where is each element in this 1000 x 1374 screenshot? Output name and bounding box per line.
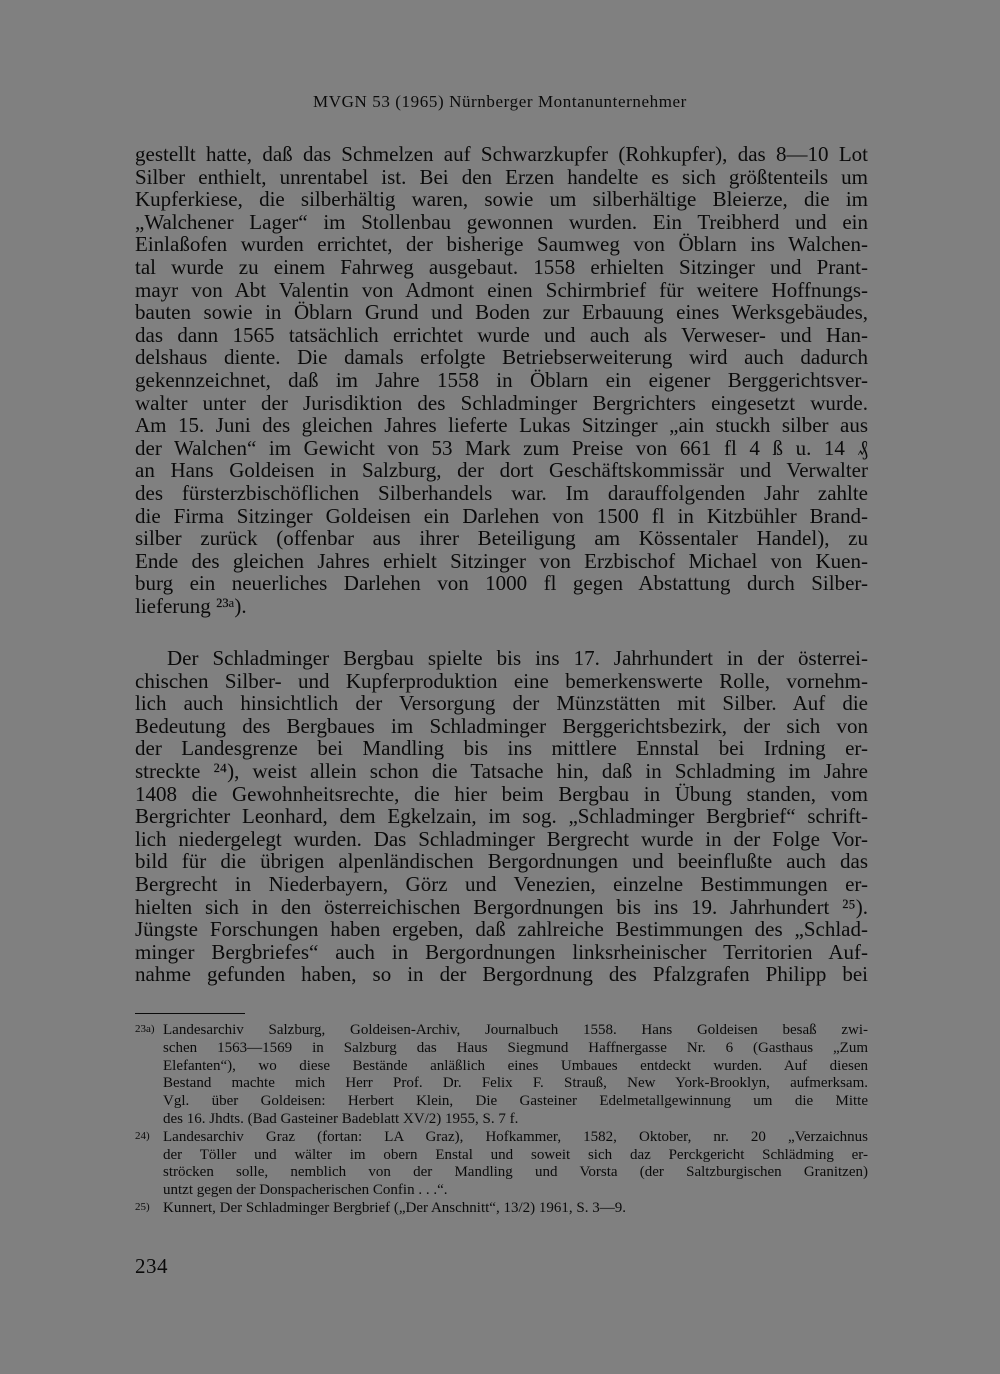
footnote-line: Landesarchiv Graz (fortan: LA Graz), Hofkammer, 1582, Oktober, nr. 20 „Verzaichnus	[163, 1128, 868, 1145]
text-line: an Hans Goldeisen in Salzburg, der dort Geschäftskommissär und Verwalter	[135, 458, 868, 483]
text-line: Kupferkiese, die silberhältig waren, sowie um silberhältige Bleierze, die im	[135, 187, 868, 212]
body-paragraph-2	[135, 647, 868, 986]
page-number: 234	[135, 1254, 168, 1278]
footnote-line: untzt gegen der Donspacherischen Confin . . .“.	[163, 1182, 448, 1199]
text-line: der Landesgrenze bei Mandling bis ins mittlere Ennstal bei Irdning er-	[135, 736, 868, 761]
text-line: Der Schladminger Bergbau spielte bis ins 17. Jahrhundert in der österrei-	[167, 646, 868, 670]
footnote-23a	[135, 1022, 868, 1129]
text-line: minger Bergbriefes“ auch in Bergordnungen linksrheinischer Territorien Auf-	[135, 939, 868, 964]
text-line: hielten sich in den österreichischen Bergordnungen bis ins 19. Jahrhundert ²⁵).	[135, 894, 868, 919]
text-line: Silber enthielt, unrentabel ist. Bei den Erzen handelte es sich größtenteils um	[135, 164, 868, 189]
footnote-separator	[135, 1013, 245, 1014]
footnote-line: der Töller und wälter im obern Enstal und soweit sich daz Perckgericht Schlädming er-	[163, 1146, 868, 1163]
text-line: bild für die übrigen alpenländischen Bergordnungen und beeinflußte auch das	[135, 849, 868, 874]
footnote-line: Bestand machte mich Herr Prof. Dr. Felix F. Strauß, New York-Brooklyn, aufmerksam.	[163, 1075, 868, 1092]
footnote-25	[135, 1200, 868, 1218]
text-line: 1408 die Gewohnheitsrechte, die hier beim Bergbau in Übung standen, vom	[135, 781, 868, 806]
text-line: Jüngste Forschungen haben ergeben, daß zahlreiche Bestimmungen des „Schlad-	[135, 917, 868, 942]
text-line: delshaus diente. Die damals erfolgte Betriebserweiterung wird auch dadurch	[135, 345, 868, 370]
text-line: silber zurück (offenbar aus ihrer Beteiligung am Kössentaler Handel), zu	[135, 526, 868, 551]
text-line: der Walchen“ im Gewicht von 53 Mark zum Preise von 661 fl 4 ß u. 14 ₰	[135, 435, 868, 460]
text-line: Bergrecht in Niederbayern, Görz und Venezien, einzelne Bestimmungen er-	[135, 871, 868, 896]
footnote-marker: 23a)	[135, 1023, 155, 1035]
text-line: streckte ²⁴), weist allein schon die Tatsache hin, daß in Schladming im Jahre	[135, 758, 868, 783]
text-line: Einlaßofen wurden errichtet, der bisherige Saumweg von Öblarn ins Walchen-	[135, 232, 868, 257]
footnote-line: schen 1563—1569 in Salzburg das Haus Siegmund Haffnergasse Nr. 6 (Gasthaus „Zum	[163, 1039, 868, 1056]
footnote-line: ströcken solle, nemblich von der Mandling und Vorsta (der Saltzburgischen Granitzen)	[163, 1164, 868, 1181]
text-line: gestellt hatte, daß das Schmelzen auf Schwarzkupfer (Rohkupfer), das 8—10 Lot	[135, 142, 868, 166]
footnote-24	[135, 1129, 868, 1200]
text-line: bauten sowie in Öblarn Grund und Boden zur Erbauung eines Werksgebäudes,	[135, 300, 868, 325]
running-header: MVGN 53 (1965) Nürnberger Montanunternehmer	[313, 92, 687, 111]
text-line: lich auch hinsichtlich der Versorgung der Münzstätten mit Silber. Auf die	[135, 691, 868, 716]
footnote-line: des 16. Jhdts. (Bad Gasteiner Badeblatt XV/2) 1955, S. 7 f.	[163, 1110, 519, 1127]
text-line: Bedeutung des Bergbaues im Schladminger Berggerichtsbezirk, der sich von	[135, 713, 868, 738]
footnote-line: Landesarchiv Salzburg, Goldeisen-Archiv, Journalbuch 1558. Hans Goldeisen besaß zwi-	[163, 1022, 868, 1038]
text-line: burg ein neuerliches Darlehen von 1000 fl gegen Abstattung durch Silber-	[135, 571, 868, 596]
text-line: das dann 1565 tatsächlich errichtet wurde und auch als Verweser- und Han-	[135, 322, 868, 347]
footnote-line: Elefanten“), wo diese Bestände anläßlich eines Umbaues entdeckt wurden. Auf diesen	[163, 1057, 868, 1074]
text-line: mayr von Abt Valentin von Admont einen Schirmbrief für weitere Hoffnungs-	[135, 277, 868, 302]
text-line: gekennzeichnet, daß im Jahre 1558 in Öblarn ein eigener Berggerichtsver-	[135, 367, 868, 392]
text-line: tal wurde zu einem Fahrweg ausgebaut. 1558 erhielten Sitzinger und Prant-	[135, 254, 868, 279]
text-line: lieferung ²³ᵃ).	[135, 593, 247, 618]
footnote-marker: 24)	[135, 1129, 150, 1142]
text-line: des fürsterzbischöflichen Silberhandels war. Im darauffolgenden Jahr zahlte	[135, 480, 868, 505]
footnote-line: Kunnert, Der Schladminger Bergbrief („Der Anschnitt“, 13/2) 1961, S. 3—9.	[163, 1199, 626, 1216]
text-line: „Walchener Lager“ im Stollenbau gewonnen wurden. Ein Treibherd und ein	[135, 209, 868, 234]
text-line: walter unter der Jurisdiktion des Schladminger Bergrichters eingesetzt wurde.	[135, 390, 868, 415]
text-line: nahme gefunden haben, so in der Bergordnung des Pfalzgrafen Philipp bei	[135, 962, 868, 987]
text-line: chischen Silber- und Kupferproduktion eine bemerkenswerte Rolle, vornehm-	[135, 668, 868, 693]
footnotes	[135, 1022, 868, 1218]
footnote-marker: 25)	[135, 1200, 150, 1213]
text-line: die Firma Sitzinger Goldeisen ein Darlehen von 1500 fl in Kitzbühler Brand-	[135, 503, 868, 528]
text-line: Am 15. Juni des gleichen Jahres lieferte Lukas Sitzinger „ain stuckh silber aus	[135, 413, 868, 438]
footnote-line: Vgl. über Goldeisen: Herbert Klein, Die Gasteiner Edelmetallgewinnung um die Mitte	[163, 1093, 868, 1110]
text-line: Bergrichter Leonhard, dem Egkelzain, im sog. „Schladminger Bergbrief“ schrift-	[135, 804, 868, 829]
text-line: lich niedergelegt wurden. Das Schladminger Bergrecht wurde in der Folge Vor-	[135, 826, 868, 851]
body-paragraph-1	[135, 143, 868, 617]
text-line: Ende des gleichen Jahres erhielt Sitzinger von Erzbischof Michael von Kuen-	[135, 548, 868, 573]
